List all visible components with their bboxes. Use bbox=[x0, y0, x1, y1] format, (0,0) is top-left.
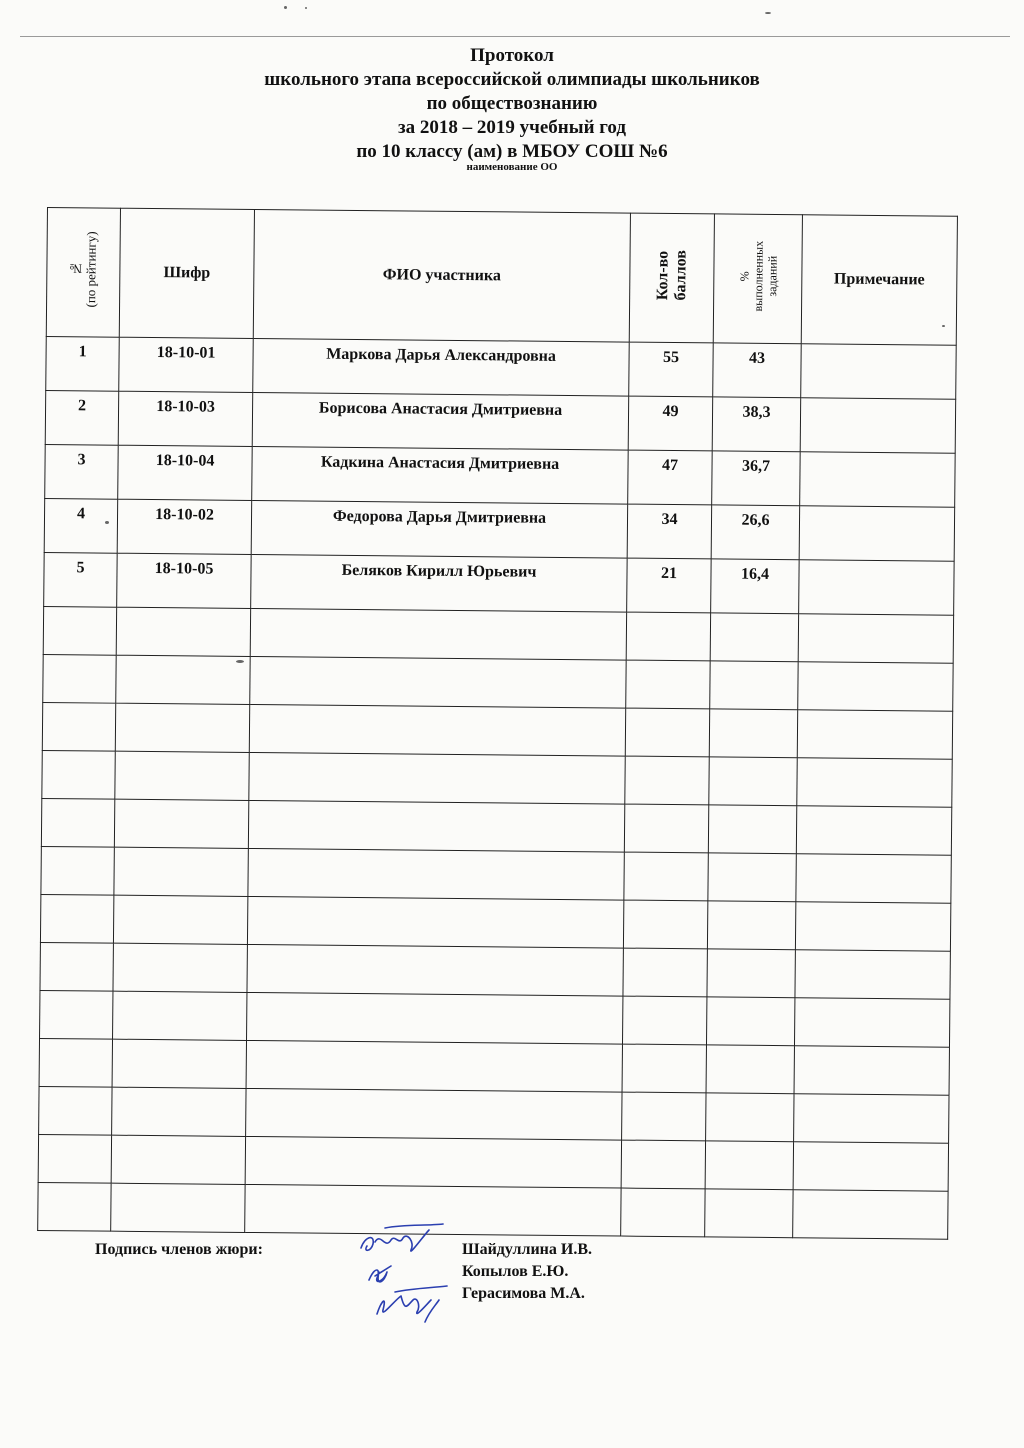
organization-caption: наименование ОО bbox=[466, 161, 558, 173]
handwritten-signatures bbox=[355, 1222, 455, 1332]
empty-cell bbox=[113, 943, 247, 992]
empty-cell bbox=[247, 944, 623, 996]
cell-percent: 43 bbox=[713, 343, 802, 398]
cell-percent: 26,6 bbox=[711, 505, 800, 560]
empty-cell bbox=[622, 1044, 706, 1093]
empty-cell bbox=[116, 607, 250, 656]
scan-speck bbox=[942, 325, 945, 327]
empty-cell bbox=[43, 654, 116, 703]
table-row bbox=[44, 498, 954, 561]
jury-member-1: Шайдуллина И.В. bbox=[462, 1241, 592, 1258]
cell-note bbox=[800, 452, 956, 507]
empty-cell bbox=[43, 606, 116, 655]
empty-cell bbox=[115, 751, 249, 800]
cell-score: 21 bbox=[627, 558, 712, 613]
empty-cell bbox=[710, 661, 798, 710]
empty-cell bbox=[706, 997, 794, 1046]
cell-note bbox=[800, 398, 956, 453]
scan-speck bbox=[765, 12, 771, 14]
cell-code: 18-10-04 bbox=[118, 445, 253, 500]
empty-cell bbox=[710, 613, 798, 662]
header-note: Примечание bbox=[801, 215, 957, 345]
cell-name: Борисова Анастасия Дмитриевна bbox=[252, 392, 629, 450]
empty-cell bbox=[42, 750, 115, 799]
header-code: Шифр bbox=[119, 208, 254, 338]
empty-cell bbox=[248, 800, 624, 852]
empty-cell bbox=[623, 948, 707, 997]
empty-cell bbox=[797, 710, 952, 759]
cell-note bbox=[801, 344, 957, 399]
header-percent: % выполненных заданий bbox=[713, 214, 802, 344]
empty-cell bbox=[248, 848, 624, 900]
scan-speck bbox=[236, 660, 244, 663]
table-row-empty bbox=[40, 942, 950, 999]
cell-code: 18-10-03 bbox=[118, 391, 253, 446]
cell-rank: 2 bbox=[45, 390, 119, 445]
empty-cell bbox=[40, 894, 113, 943]
empty-cell bbox=[797, 758, 952, 807]
empty-cell bbox=[621, 1188, 705, 1237]
cell-name: Беляков Кирилл Юрьевич bbox=[251, 554, 628, 612]
empty-cell bbox=[706, 1045, 794, 1094]
empty-cell bbox=[40, 990, 113, 1039]
table-row-empty bbox=[41, 798, 951, 855]
cell-rank: 1 bbox=[46, 336, 120, 391]
cell-name: Маркова Дарья Александровна bbox=[253, 338, 630, 396]
table-row-empty bbox=[43, 606, 953, 663]
empty-cell bbox=[625, 756, 709, 805]
empty-cell bbox=[113, 895, 247, 944]
table-row-empty bbox=[42, 750, 952, 807]
empty-cell bbox=[41, 798, 114, 847]
header-score: Кол-во баллов bbox=[629, 213, 714, 343]
table-row-empty bbox=[38, 1182, 948, 1239]
empty-cell bbox=[38, 1134, 111, 1183]
header-rank: № (по рейтингу) bbox=[46, 208, 120, 338]
cell-note bbox=[799, 506, 955, 561]
table-row-empty bbox=[43, 654, 953, 711]
cell-score: 55 bbox=[629, 342, 714, 397]
table-row-empty bbox=[41, 846, 951, 903]
empty-cell bbox=[111, 1135, 245, 1184]
scan-speck bbox=[284, 6, 287, 9]
empty-cell bbox=[796, 854, 951, 903]
empty-cell bbox=[246, 1040, 622, 1092]
empty-cell bbox=[113, 991, 247, 1040]
document-header bbox=[0, 44, 1024, 174]
table-row bbox=[46, 336, 956, 399]
empty-cell bbox=[793, 1190, 948, 1239]
empty-cell bbox=[42, 702, 115, 751]
empty-cell bbox=[798, 614, 953, 663]
empty-cell bbox=[245, 1136, 621, 1188]
title-line-1: Протокол bbox=[470, 45, 554, 66]
cell-code: 18-10-05 bbox=[117, 553, 252, 608]
cell-name: Федорова Дарья Дмитриевна bbox=[251, 500, 628, 558]
empty-cell bbox=[798, 662, 953, 711]
empty-cell bbox=[39, 1038, 112, 1087]
empty-cell bbox=[111, 1183, 245, 1232]
scan-top-edge bbox=[20, 36, 1010, 37]
empty-cell bbox=[249, 704, 625, 756]
empty-cell bbox=[114, 847, 248, 896]
empty-cell bbox=[794, 1046, 949, 1095]
empty-cell bbox=[705, 1141, 793, 1190]
empty-cell bbox=[40, 942, 113, 991]
empty-cell bbox=[112, 1039, 246, 1088]
empty-cell bbox=[708, 853, 796, 902]
empty-cell bbox=[622, 1092, 706, 1141]
title-line-3: по обществознанию bbox=[426, 93, 598, 114]
empty-cell bbox=[624, 852, 708, 901]
empty-cell bbox=[707, 949, 795, 998]
table-row-empty bbox=[40, 990, 950, 1047]
table-header-row bbox=[46, 208, 957, 346]
cell-code: 18-10-01 bbox=[119, 337, 254, 392]
empty-cell bbox=[247, 992, 623, 1044]
empty-cell bbox=[708, 805, 796, 854]
empty-cell bbox=[621, 1140, 705, 1189]
empty-cell bbox=[796, 806, 951, 855]
cell-percent: 38,3 bbox=[712, 397, 801, 452]
cell-score: 34 bbox=[627, 504, 712, 559]
jury-signature-label: Подпись членов жюри: bbox=[95, 1241, 263, 1258]
empty-cell bbox=[709, 709, 797, 758]
empty-cell bbox=[795, 902, 950, 951]
cell-code: 18-10-02 bbox=[117, 499, 252, 554]
empty-cell bbox=[39, 1086, 112, 1135]
empty-cell bbox=[247, 896, 623, 948]
empty-cell bbox=[794, 998, 949, 1047]
table-row bbox=[45, 390, 955, 453]
empty-cell bbox=[705, 1189, 793, 1238]
cell-score: 47 bbox=[628, 450, 713, 505]
table-row-empty bbox=[42, 702, 952, 759]
empty-cell bbox=[250, 656, 626, 708]
empty-cell bbox=[38, 1182, 111, 1231]
table-row-empty bbox=[39, 1038, 949, 1095]
empty-cell bbox=[249, 752, 625, 804]
jury-members bbox=[462, 1239, 592, 1305]
empty-cell bbox=[624, 804, 708, 853]
title-line-2: школьного этапа всероссийской олимпиады школьников bbox=[264, 69, 760, 90]
empty-cell bbox=[794, 1094, 949, 1143]
cell-name: Кадкина Анастасия Дмитриевна bbox=[252, 446, 629, 504]
jury-member-3: Герасимова М.А. bbox=[462, 1285, 585, 1302]
scan-speck bbox=[105, 521, 109, 524]
empty-cell bbox=[112, 1087, 246, 1136]
cell-note bbox=[799, 560, 955, 615]
empty-cell bbox=[114, 799, 248, 848]
empty-cell bbox=[623, 900, 707, 949]
cell-rank: 3 bbox=[45, 444, 119, 499]
empty-cell bbox=[795, 950, 950, 999]
empty-cell bbox=[115, 703, 249, 752]
title-line-5: по 10 классу (ам) в МБОУ СОШ №6 bbox=[356, 141, 668, 162]
table-row-empty bbox=[40, 894, 950, 951]
table-row-empty bbox=[38, 1134, 948, 1191]
empty-cell bbox=[622, 996, 706, 1045]
table-row bbox=[44, 552, 954, 615]
empty-cell bbox=[41, 846, 114, 895]
empty-cell bbox=[250, 608, 626, 660]
empty-cell bbox=[246, 1088, 622, 1140]
empty-cell bbox=[625, 708, 709, 757]
empty-cell bbox=[626, 660, 710, 709]
empty-cell bbox=[116, 655, 250, 704]
results-table bbox=[37, 207, 958, 1240]
cell-rank: 5 bbox=[44, 552, 118, 607]
table-row-empty bbox=[39, 1086, 949, 1143]
scan-speck bbox=[305, 7, 307, 9]
cell-percent: 36,7 bbox=[712, 451, 801, 506]
title-line-4: за 2018 – 2019 учебный год bbox=[398, 117, 626, 138]
empty-cell bbox=[706, 1093, 794, 1142]
empty-cell bbox=[626, 612, 710, 661]
empty-cell bbox=[709, 757, 797, 806]
empty-cell bbox=[793, 1142, 948, 1191]
cell-percent: 16,4 bbox=[711, 559, 800, 614]
empty-cell bbox=[707, 901, 795, 950]
cell-rank: 4 bbox=[44, 498, 118, 553]
table-row bbox=[45, 444, 955, 507]
header-name: ФИО участника bbox=[253, 209, 630, 342]
jury-member-2: Копылов Е.Ю. bbox=[462, 1263, 569, 1280]
cell-score: 49 bbox=[628, 396, 713, 451]
